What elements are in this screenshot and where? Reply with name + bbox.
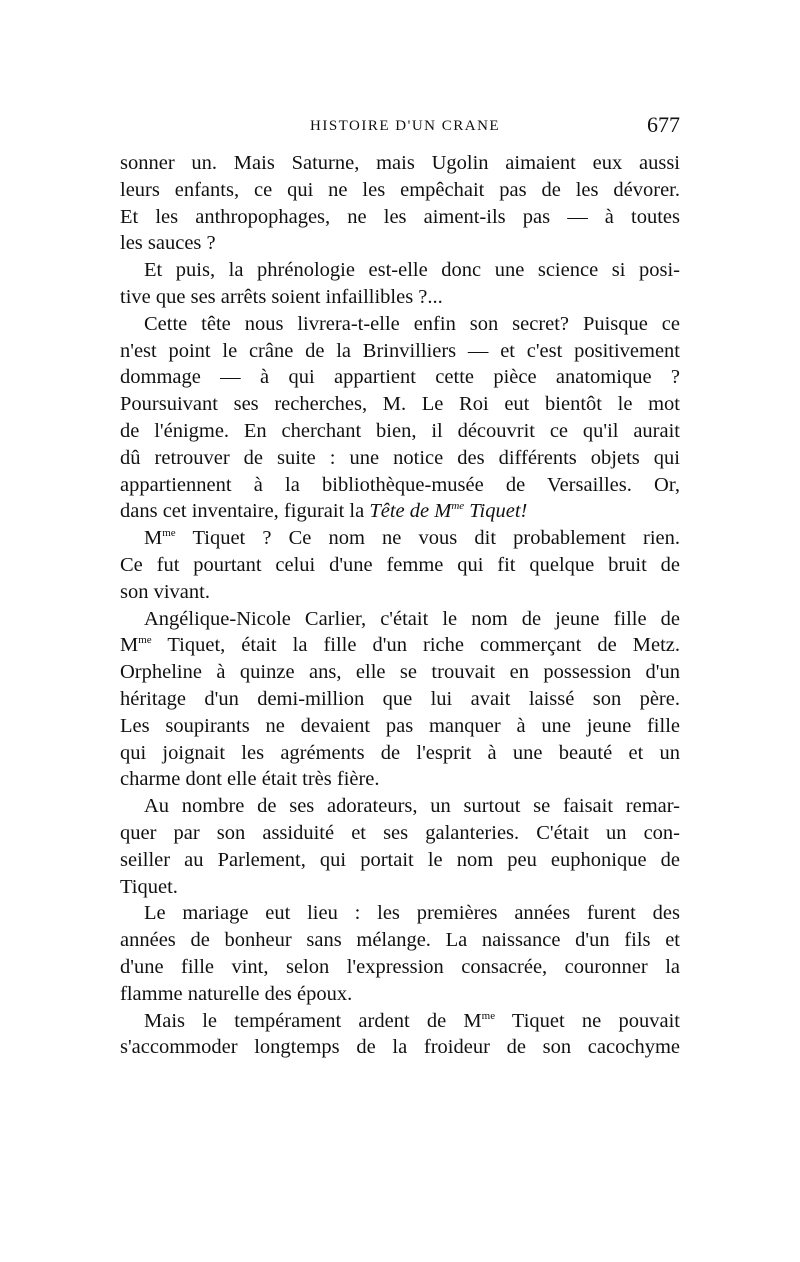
paragraph: [120, 900, 680, 1007]
paragraph: [120, 311, 680, 525]
text-line: [120, 1008, 680, 1035]
text-run: Tête de M: [369, 500, 452, 523]
text-line: Au nombre de ses adorateurs, un surtout se faisait remar-: [144, 795, 680, 818]
text-run: M: [144, 527, 163, 550]
text-line: Et puis, la phrénologie est-elle donc une science si posi-: [144, 259, 680, 282]
text-line: appartiennent à la bibliothèque-musée de Versailles. Or,: [120, 473, 680, 496]
text-line: qui joignait les agréments de l'esprit à une beauté et un: [120, 741, 680, 764]
text-line: Ce fut pourtant celui d'une femme qui fit quelque bruit de: [120, 553, 680, 576]
text-line: n'est point le crâne de la Brinvilliers — et c'est positivement: [120, 339, 680, 362]
text-line: Et les anthropophages, ne les aiment-ils pas — à toutes: [120, 205, 680, 228]
text-line: Les soupirants ne devaient pas manquer à une jeune fille: [120, 714, 680, 737]
text-line: [120, 525, 680, 552]
superscript: me: [481, 1009, 496, 1022]
text-line: flamme naturelle des époux.: [120, 982, 353, 1005]
text-line: Le mariage eut lieu : les premières années furent des: [144, 902, 680, 925]
page-header: [120, 112, 680, 142]
paragraph: [120, 257, 680, 311]
text-line: tive que ses arrêts soient infaillibles ?...: [120, 285, 443, 308]
running-title: HISTOIRE D'UN CRANE: [310, 118, 501, 134]
text-line: héritage d'un demi-million que lui avait laissé son père.: [120, 687, 680, 710]
text-line: Poursuivant ses recherches, M. Le Roi eut bientôt le mot: [120, 393, 680, 416]
text-line: Orpheline à quinze ans, elle se trouvait en possession d'un: [120, 661, 680, 684]
text-line: charme dont elle était très fière.: [120, 768, 380, 791]
text-line: [120, 632, 680, 659]
superscript: me: [138, 634, 152, 647]
text-run: Tiquet!: [464, 500, 528, 523]
text-line: Tiquet.: [120, 875, 178, 898]
text-line: s'accommoder longtemps de la froideur de son cacochyme: [120, 1036, 680, 1059]
text-line: [120, 498, 680, 525]
text-line: d'une fille vint, selon l'expression consacrée, couronner la: [120, 955, 680, 978]
text-run: dans cet inventaire, figurait la: [120, 500, 370, 523]
text-run: Mais le tempérament ardent de M: [144, 1009, 482, 1032]
paragraph: [120, 525, 680, 605]
text-line: les sauces ?: [120, 232, 216, 255]
text-line: son vivant.: [120, 580, 210, 603]
paragraph: [120, 1008, 680, 1062]
paragraph: [120, 606, 680, 794]
text-line: seiller au Parlement, qui portait le nom peu euphonique de: [120, 848, 680, 871]
text-run: Tiquet ne pouvait: [495, 1009, 680, 1032]
text-line: sonner un. Mais Saturne, mais Ugolin aimaient eux aussi: [120, 152, 680, 174]
body-text: [120, 150, 680, 1061]
paragraph: [120, 150, 680, 257]
superscript: me: [162, 527, 176, 540]
text-run: Tiquet ? Ce nom ne vous dit probablement rien.: [175, 527, 680, 550]
page-number: 677: [647, 112, 680, 137]
text-run: M: [120, 634, 139, 657]
text-line: de l'énigme. En cherchant bien, il découvrit ce qu'il aurait: [120, 419, 680, 442]
italic-title: [369, 500, 527, 522]
text-line: Cette tête nous livrera-t-elle enfin son secret? Puisque ce: [144, 312, 680, 335]
text-run: Tiquet, était la fille d'un riche commerçant de Metz.: [151, 634, 680, 657]
text-line: Angélique-Nicole Carlier, c'était le nom de jeune fille de: [144, 607, 680, 630]
text-line: quer par son assiduité et ses galanteries. C'était un con-: [120, 821, 680, 844]
text-line: leurs enfants, ce qui ne les empêchait pas de les dévorer.: [120, 178, 680, 201]
text-line: dû retrouver de suite : une notice des différents objets qui: [120, 446, 680, 469]
text-line: années de bonheur sans mélange. La naissance d'un fils et: [120, 929, 680, 952]
superscript: me: [451, 500, 465, 513]
text-line: dommage — à qui appartient cette pièce anatomique ?: [120, 366, 680, 389]
paragraph: [120, 793, 680, 900]
